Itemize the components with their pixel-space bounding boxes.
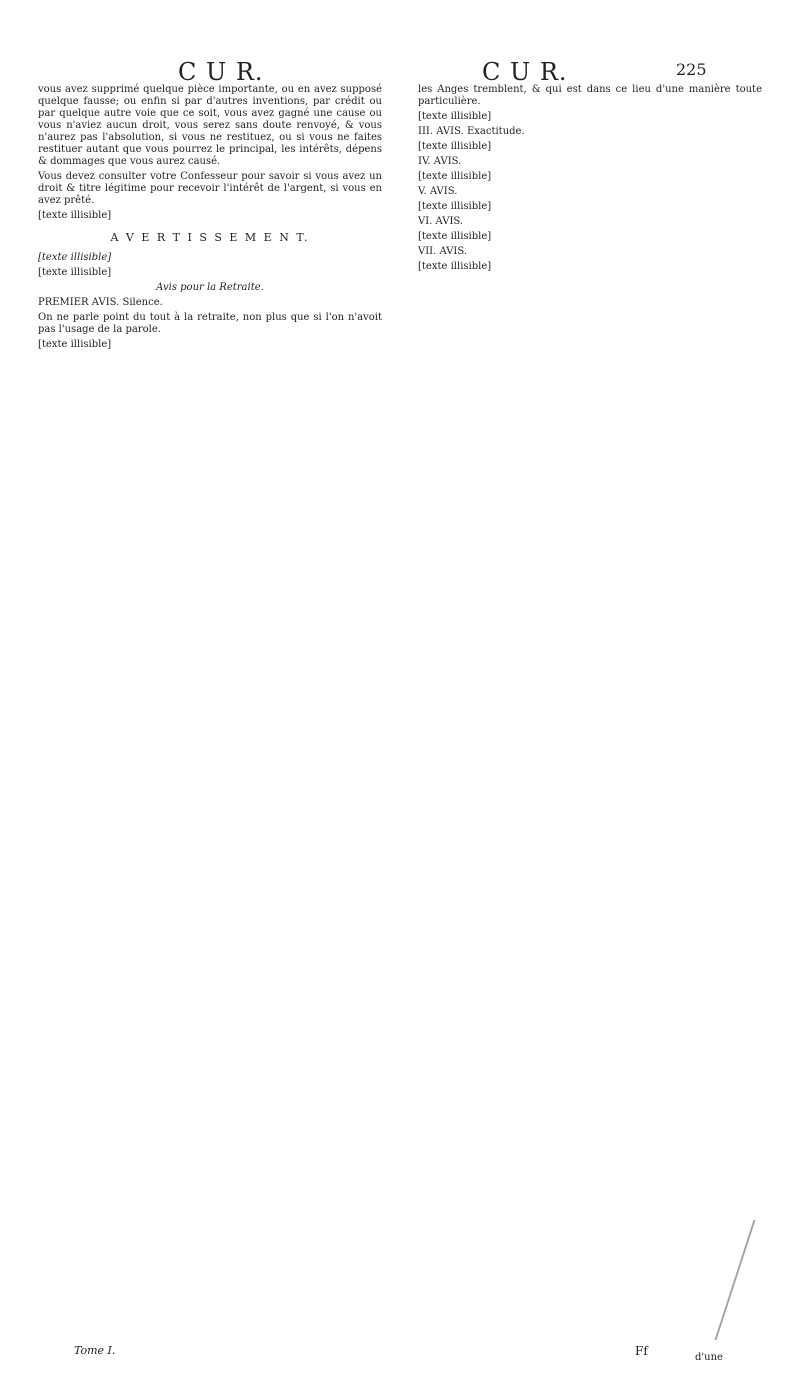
- right-paragraph-9: VI. AVIS.: [418, 216, 464, 227]
- ink-mark: [681, 1220, 756, 1340]
- right-paragraph-10: [texte illisible]: [418, 231, 492, 242]
- right-paragraph-3: III. AVIS. Exactitude.: [418, 126, 525, 137]
- premier-avis-label: PREMIER AVIS. Silence.: [38, 297, 163, 308]
- premier-avis-text: On ne parle point du tout à la retraite, non plus que si l'on n'avoit pas l'usage de la parole.: [38, 312, 382, 335]
- right-paragraph-1: les Anges tremblent, & qui est dans ce lieu d'une manière toute particulière.: [418, 84, 762, 107]
- printer-signature: Ff: [635, 1344, 648, 1358]
- page-number: 225: [676, 60, 707, 79]
- left-paragraph-6: [texte illisible]: [38, 339, 112, 350]
- right-paragraph-8: [texte illisible]: [418, 201, 492, 212]
- left-paragraph-3: [texte illisible]: [38, 210, 112, 221]
- right-paragraph-6: [texte illisible]: [418, 171, 492, 182]
- left-column: [38, 84, 382, 354]
- right-paragraph-7: V. AVIS.: [418, 186, 458, 197]
- right-paragraph-2: [texte illisible]: [418, 111, 492, 122]
- right-paragraph-12: [texte illisible]: [418, 261, 492, 272]
- volume-label: Tome I.: [74, 1344, 116, 1357]
- left-paragraph-1: vous avez supprimé quelque pièce importante, ou en avez supposé quelque fausse; ou enfin si par d'autres inventions, par crédit ou par quelque autre voie que ce soit, vous avez gagné une cause ou vous n'aviez aucun droit, vous serez sans doute renvoyé, & vous n'aurez pas l'absolution, si vous ne restituez, ou si vous ne faites restituer autant que vous pourrez le principal, les intérêts, dépens & dommages que vous aurez causé.: [38, 84, 382, 167]
- left-paragraph-4: [texte illisible]: [38, 252, 112, 263]
- right-paragraph-4: [texte illisible]: [418, 141, 492, 152]
- page-header-right: C U R.: [482, 58, 568, 86]
- notice-title: Avis pour la Retraite.: [156, 282, 264, 293]
- warning-heading: A V E R T I S S E M E N T.: [110, 231, 310, 244]
- right-paragraph-11: VII. AVIS.: [418, 246, 468, 257]
- left-paragraph-2: Vous devez consulter votre Confesseur pour savoir si vous avez un droit & titre légitime pour recevoir l'intérêt de l'argent, si vous en avez prêté.: [38, 171, 382, 206]
- left-paragraph-5: [texte illisible]: [38, 267, 112, 278]
- right-column: [418, 84, 762, 276]
- right-paragraph-5: IV. AVIS.: [418, 156, 462, 167]
- catchword: d'une: [695, 1352, 723, 1363]
- page-header-left: C U R.: [178, 58, 264, 86]
